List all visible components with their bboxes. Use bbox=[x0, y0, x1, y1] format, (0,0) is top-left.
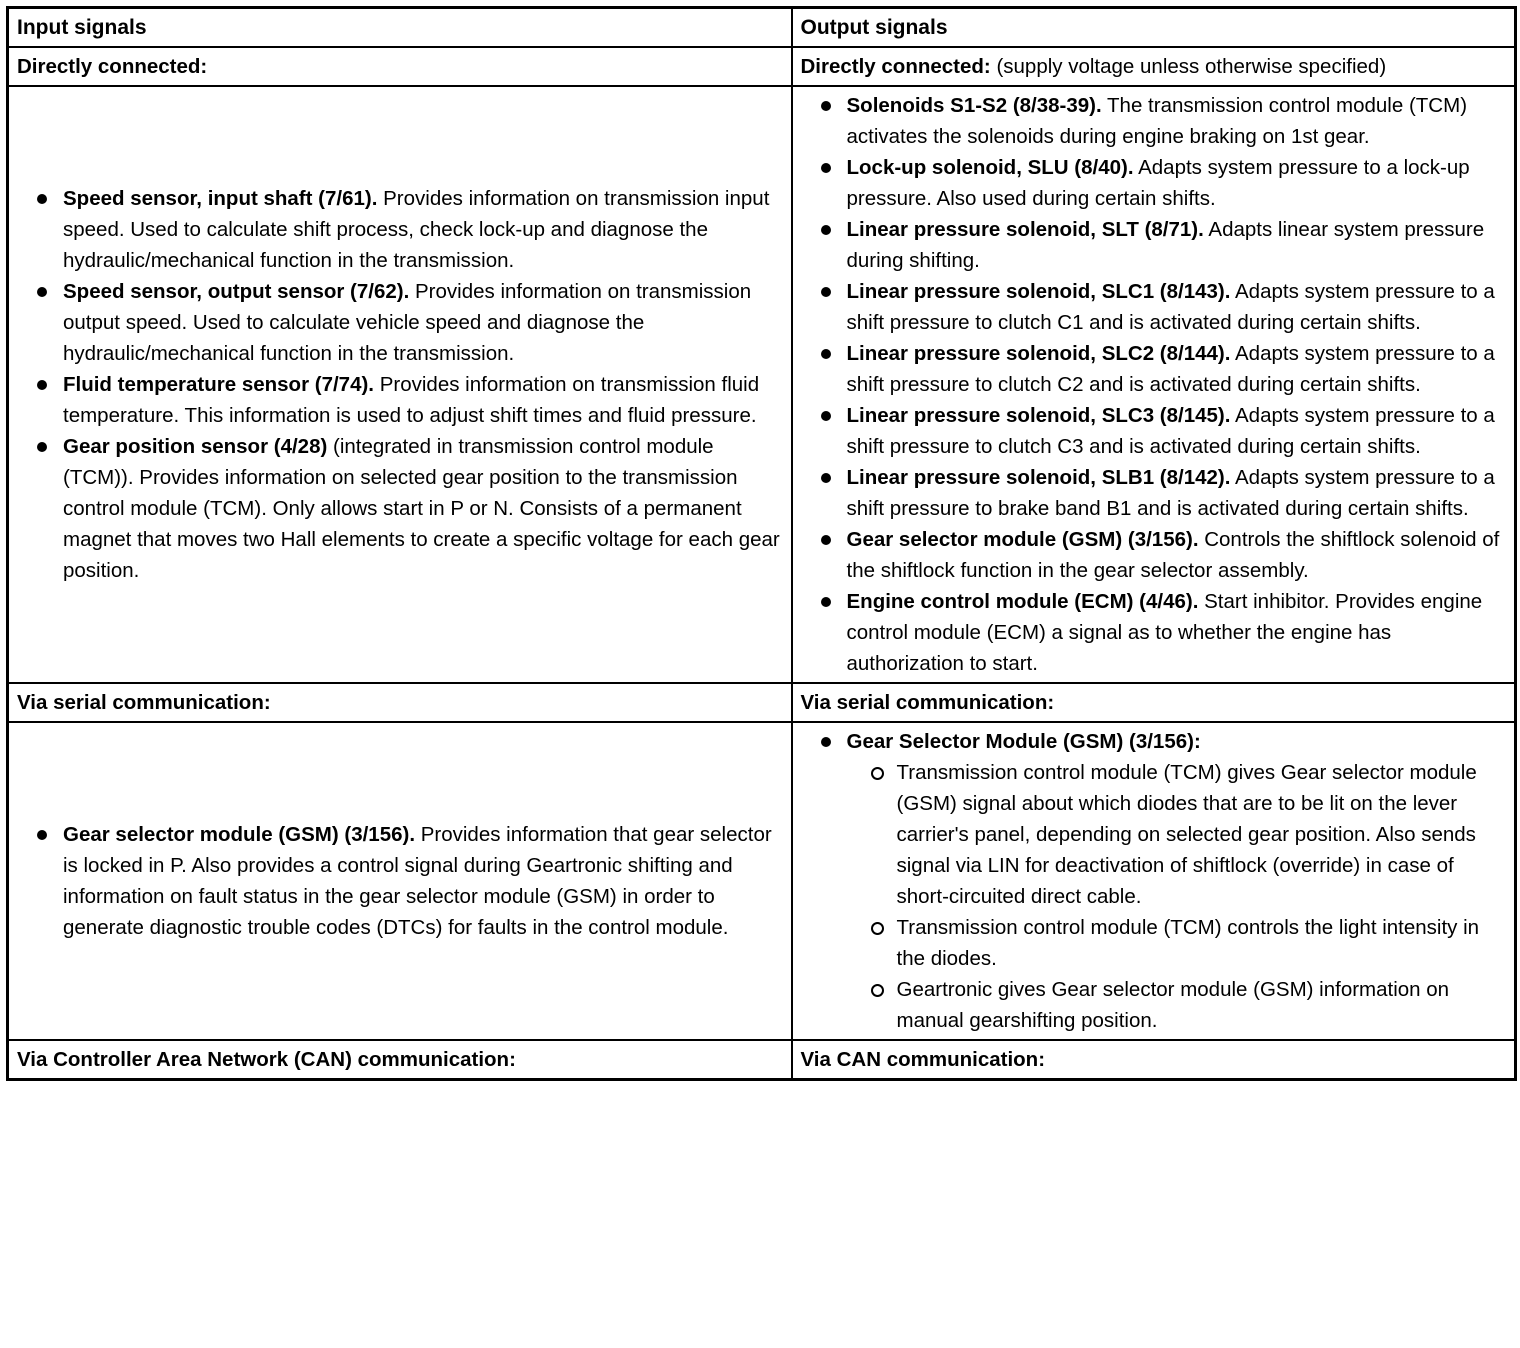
item-title: Fluid temperature sensor (7/74). bbox=[63, 373, 375, 396]
input-directly-connected-label: Directly connected: bbox=[8, 47, 792, 86]
input-serial-label: Via serial communication: bbox=[8, 683, 792, 722]
item-title: Gear Selector Module (GSM) (3/156): bbox=[846, 730, 1201, 753]
output-signals-header: Output signals bbox=[792, 8, 1516, 48]
input-direct-cell bbox=[8, 86, 792, 683]
item-desc: Adapts system pressure to a shift pressure to clutch C1 and is activated during certain shifts. bbox=[846, 280, 1495, 334]
list-item bbox=[817, 90, 1507, 152]
sub-list-item: Transmission control module (TCM) controls the light intensity in the diodes. bbox=[867, 912, 1507, 974]
item-desc: Provides information on transmission input speed. Used to calculate shift process, check lock-up and diagnose the hydraulic/mechanical function in the transmission. bbox=[63, 187, 770, 272]
list-item bbox=[817, 276, 1507, 338]
list-item bbox=[33, 369, 783, 431]
input-signals-header: Input signals bbox=[8, 8, 792, 48]
item-title: Speed sensor, input shaft (7/61). bbox=[63, 187, 378, 210]
list-item bbox=[817, 726, 1507, 1036]
list-item bbox=[817, 462, 1507, 524]
output-serial-label: Via serial communication: bbox=[792, 683, 1516, 722]
item-desc: (integrated in transmission control module (TCM)). Provides information on selected gear position to the transmission control module (TCM). Only allows start in P or N. Consists of a permanent magnet that moves two Hall elements to create a specific voltage for each gear position. bbox=[63, 435, 780, 582]
gsm-sublist bbox=[847, 757, 1507, 1036]
item-title: Speed sensor, output sensor (7/62). bbox=[63, 280, 410, 303]
input-can-label: Via Controller Area Network (CAN) communication: bbox=[8, 1040, 792, 1080]
list-item bbox=[33, 431, 783, 586]
sub-list-item: Geartronic gives Gear selector module (GSM) information on manual gearshifting position. bbox=[867, 974, 1507, 1036]
list-item bbox=[817, 152, 1507, 214]
directly-connected-label-note: (supply voltage unless otherwise specified) bbox=[990, 55, 1387, 78]
item-title: Linear pressure solenoid, SLC3 (8/145). bbox=[846, 404, 1231, 427]
item-desc: Adapts system pressure to a shift pressure to brake band B1 and is activated during certain shifts. bbox=[846, 466, 1495, 520]
directly-connected-label-bold: Directly connected: bbox=[800, 55, 991, 78]
item-desc: Provides information on transmission output speed. Used to calculate vehicle speed and diagnose the hydraulic/mechanical function in the transmission. bbox=[63, 280, 752, 365]
item-title: Gear selector module (GSM) (3/156). bbox=[846, 528, 1199, 551]
list-item bbox=[817, 338, 1507, 400]
item-desc: Provides information that gear selector is locked in P. Also provides a control signal during Geartronic shifting and information on fault status in the gear selector module (GSM) in order to generate diagnostic trouble codes (DTCs) for faults in the control module. bbox=[63, 823, 772, 939]
item-title: Gear position sensor (4/28) bbox=[63, 435, 328, 458]
output-serial-cell bbox=[792, 722, 1516, 1040]
list-item bbox=[33, 276, 783, 369]
item-desc: Start inhibitor. Provides engine control module (ECM) a signal as to whether the engine has authorization to start. bbox=[846, 590, 1483, 675]
output-direct-cell bbox=[792, 86, 1516, 683]
item-desc: Provides information on transmission fluid temperature. This information is used to adjust shift times and fluid pressure. bbox=[63, 373, 760, 427]
item-title: Linear pressure solenoid, SLT (8/71). bbox=[846, 218, 1204, 241]
input-direct-list bbox=[17, 183, 783, 586]
item-desc: Controls the shiftlock solenoid of the shiftlock function in the gear selector assembly. bbox=[846, 528, 1500, 582]
list-item bbox=[33, 819, 783, 943]
item-title: Linear pressure solenoid, SLC2 (8/144). bbox=[846, 342, 1231, 365]
item-desc: The transmission control module (TCM) activates the solenoids during engine braking on 1st gear. bbox=[846, 94, 1468, 148]
input-serial-list bbox=[17, 819, 783, 943]
output-can-label: Via CAN communication: bbox=[792, 1040, 1516, 1080]
item-title: Engine control module (ECM) (4/46). bbox=[846, 590, 1199, 613]
item-desc: Adapts system pressure to a lock-up pressure. Also used during certain shifts. bbox=[846, 156, 1470, 210]
serial-content-row bbox=[8, 722, 1516, 1040]
item-title: Solenoids S1-S2 (8/38-39). bbox=[846, 94, 1102, 117]
item-title: Linear pressure solenoid, SLC1 (8/143). bbox=[846, 280, 1231, 303]
serial-label-row bbox=[8, 683, 1516, 722]
item-desc: Adapts linear system pressure during shifting. bbox=[846, 218, 1485, 272]
item-title: Lock-up solenoid, SLU (8/40). bbox=[846, 156, 1134, 179]
item-title: Linear pressure solenoid, SLB1 (8/142). bbox=[846, 466, 1231, 489]
sub-list-item: Transmission control module (TCM) gives Gear selector module (GSM) signal about which diodes that are to be lit on the lever carrier's panel, depending on selected gear position. Also sends signal via LIN for deactivation of shiftlock (override) in case of short-circuited direct cable. bbox=[867, 757, 1507, 912]
list-item bbox=[817, 586, 1507, 679]
list-item bbox=[817, 214, 1507, 276]
can-label-row bbox=[8, 1040, 1516, 1080]
list-item bbox=[33, 183, 783, 276]
input-serial-cell bbox=[8, 722, 792, 1040]
list-item bbox=[817, 400, 1507, 462]
list-item bbox=[817, 524, 1507, 586]
directly-connected-label-row bbox=[8, 47, 1516, 86]
directly-connected-content-row bbox=[8, 86, 1516, 683]
item-desc: Adapts system pressure to a shift pressure to clutch C2 and is activated during certain shifts. bbox=[846, 342, 1495, 396]
table-header-row bbox=[8, 8, 1516, 48]
item-desc: Adapts system pressure to a shift pressure to clutch C3 and is activated during certain shifts. bbox=[846, 404, 1495, 458]
output-directly-connected-label bbox=[792, 47, 1516, 86]
output-direct-list bbox=[801, 90, 1507, 679]
output-serial-list bbox=[801, 726, 1507, 1036]
item-title: Gear selector module (GSM) (3/156). bbox=[63, 823, 416, 846]
signals-table bbox=[6, 6, 1517, 1081]
